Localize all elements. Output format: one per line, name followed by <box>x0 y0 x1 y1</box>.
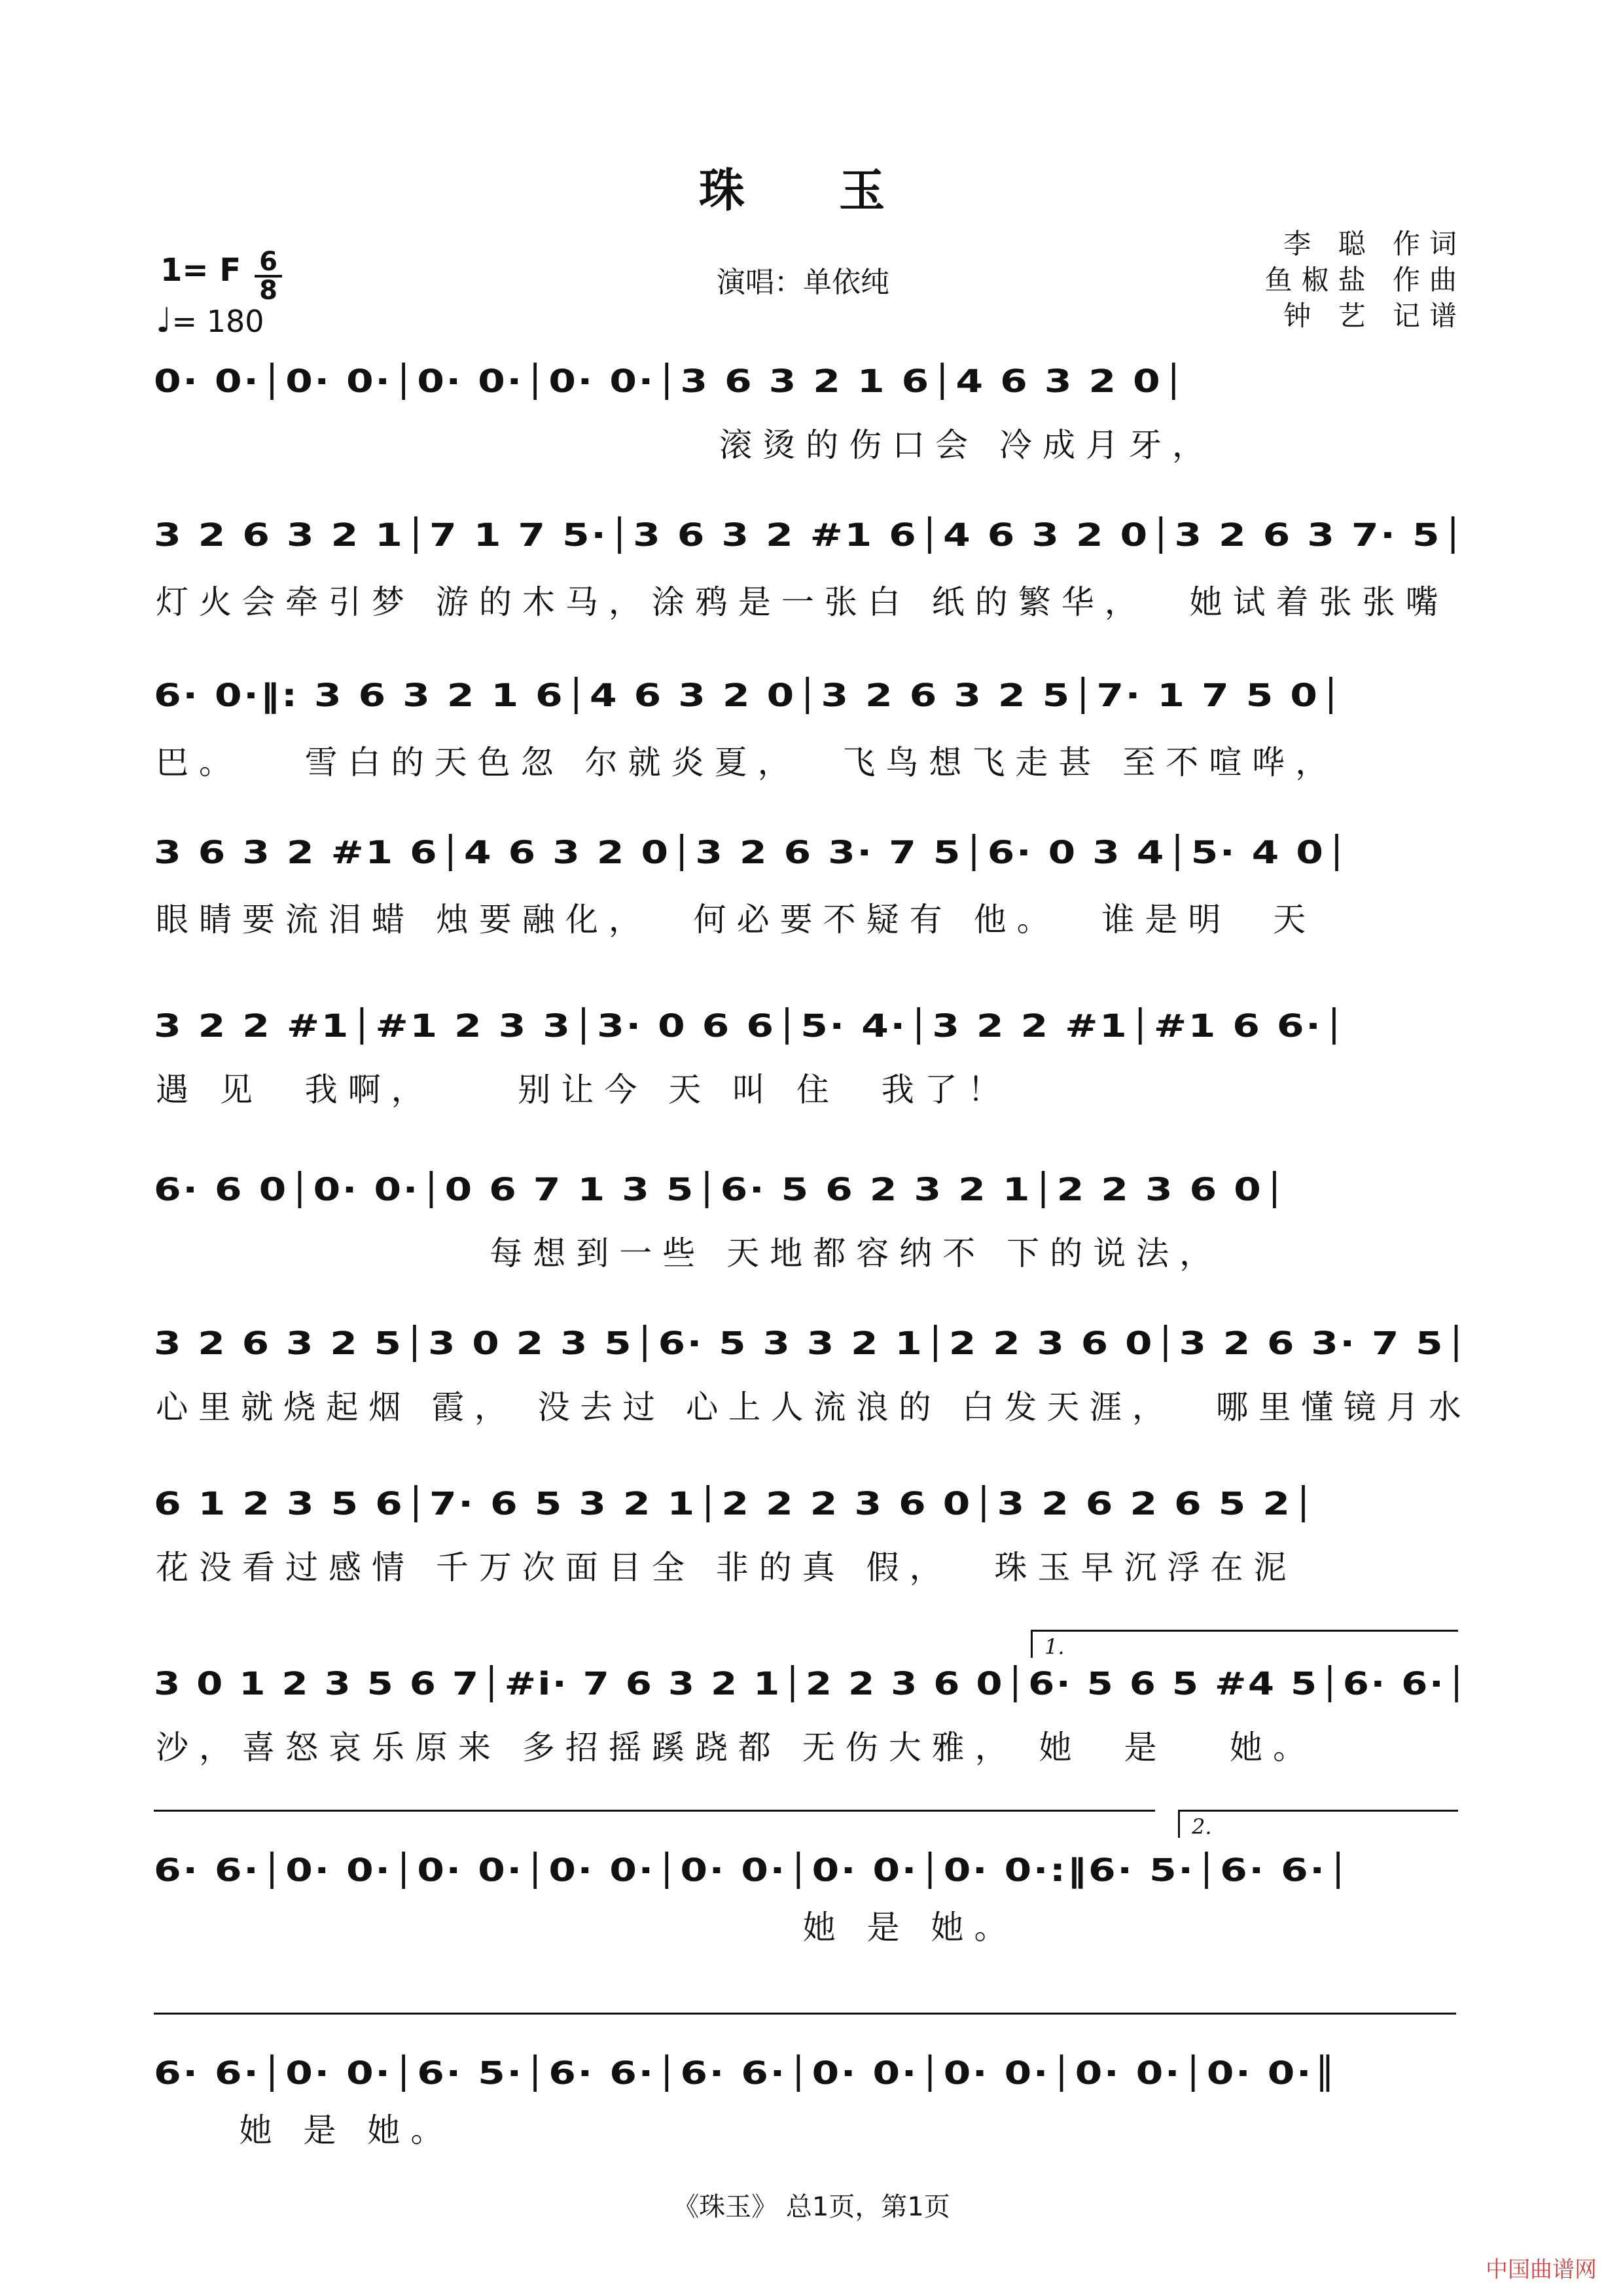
composer-credit: 鱼椒盐 作曲 <box>1264 264 1466 296</box>
score-line-5 <box>154 1008 1469 1060</box>
score-line-6 <box>154 1172 1469 1224</box>
key-signature: 1= F <box>160 252 241 289</box>
score-line-2 <box>154 517 1469 569</box>
score-notes: 6 1 2 3 5 6│7· 6 5 3 2 1│2 2 2 3 6 0│3 2 6 2 6 5 2│ <box>154 1486 1317 1522</box>
score-notes: 3 2 6 3 2 5│3 0 2 3 5│6· 5 3 3 2 1│2 2 3 6 0│3 2 6 3· 7 5│ <box>154 1325 1470 1362</box>
lyrics-line-11: 她 是 她。 <box>156 2111 454 2149</box>
score-line-7 <box>154 1325 1469 1378</box>
score-notes: 6· 6 0│0· 0·│0 6 7 1 3 5│6· 5 6 2 3 2 1│2 2 3 6 0│ <box>154 1172 1288 1208</box>
volta-1-label: 1. <box>1044 1634 1065 1659</box>
volta-bracket-2 <box>1178 1810 1458 1838</box>
volta-continuation <box>154 1810 1155 1838</box>
score-notes: 6· 0·‖: 3 6 3 2 1 6│4 6 3 2 0│3 2 6 3 2 5│7· 1 7 5 0│ <box>154 677 1345 714</box>
site-logo: 中国曲谱网 <box>1486 2257 1597 2283</box>
score-notes: 3 2 2 #1│#1 2 3 3│3· 0 6 6│5· 4·│3 2 2 #1│#1 6 6·│ <box>154 1008 1348 1045</box>
lyricist-credit: 李 聪 作词 <box>1283 228 1466 260</box>
score-line-8 <box>154 1486 1469 1538</box>
lyrics-line-4: 眼睛要流泪蜡 烛要融化， 何必要不疑有 他。 谁是明 天 <box>156 901 1317 939</box>
meter-top: 6 <box>259 247 277 277</box>
score-line-3 <box>154 677 1469 730</box>
score-notes: 3 6 3 2 #1 6│4 6 3 2 0│3 2 6 3· 7 5│6· 0 3 4│5· 4 0│ <box>154 834 1351 871</box>
lyrics-line-3: 巴。 雪白的天色忽 尔就炎夏， 飞鸟想飞走甚 至不喧哗， <box>156 744 1339 781</box>
volta-bracket-1 <box>1031 1630 1458 1658</box>
volta-continuation-2 <box>154 2013 1456 2041</box>
lyrics-line-10: 她 是 她。 <box>156 1909 1018 1946</box>
score-notes: 0· 0·│0· 0·│0· 0·│0· 0·│3 6 3 2 1 6│4 6 3 2 0│ <box>154 363 1187 400</box>
lyrics-line-1: 滚烫的伤口会 冷成月牙， <box>156 426 1216 464</box>
score-title: 珠 玉 <box>698 163 925 217</box>
lyrics-line-8: 花没看过感情 千万次面目全 非的真 假， 珠玉早沉浮在泥 <box>156 1549 1297 1587</box>
score-line-10 <box>154 1852 1469 1905</box>
lyrics-line-5: 遇 见 我啊， 别让今 天 叫 住 我了！ <box>156 1071 1011 1109</box>
quarter-note-icon: ♩ <box>156 301 172 340</box>
lyrics-line-7: 心里就烧起烟 霞， 没去过 心上人流浪的 白发天涯， 哪里懂镜月水 <box>156 1388 1472 1426</box>
transcriber-credit: 钟 艺 记谱 <box>1283 300 1466 332</box>
score-notes: 6· 6·│0· 0·│0· 0·│0· 0·│0· 0·│0· 0·│0· 0·:‖6· 5·│6· 6·│ <box>154 1852 1352 1889</box>
score-line-9 <box>154 1666 1469 1718</box>
score-notes: 3 0 1 2 3 5 6 7│#i· 7 6 3 2 1│2 2 3 6 0│6· 5 6 5 #4 5│6· 6·│ <box>154 1666 1470 1702</box>
lyrics-line-9: 沙，喜怒哀乐原来 多招摇蹊跷都 无伤大雅， 她 是 她。 <box>156 1729 1317 1767</box>
time-signature <box>252 249 285 304</box>
lyrics-line-2: 灯火会牵引梦 游的木马，涂鸦是一张白 纸的繁华， 她试着张张嘴 <box>156 583 1449 621</box>
score-line-11 <box>154 2055 1469 2108</box>
tempo-value: = 180 <box>171 304 264 339</box>
tempo-marking <box>156 301 264 340</box>
page-footer: 《珠玉》 总1页，第1页 <box>673 2192 950 2222</box>
score-line-1 <box>154 363 1469 416</box>
score-notes: 6· 6·│0· 0·│6· 5·│6· 6·│6· 6·│0· 0·│0· 0·│0· 0·│0· 0·║ <box>154 2055 1338 2092</box>
volta-2-label: 2. <box>1192 1814 1212 1839</box>
lyrics-line-6: 每想到一些 天地都容纳不 下的说法， <box>156 1234 1223 1272</box>
score-notes: 3 2 6 3 2 1│7 1 7 5·│3 6 3 2 #1 6│4 6 3 2 0│3 2 6 3 7· 5│ <box>154 517 1467 554</box>
meter-bottom: 8 <box>259 276 277 306</box>
score-line-4 <box>154 834 1469 887</box>
singer-credit: 演唱：单依纯 <box>717 266 889 299</box>
